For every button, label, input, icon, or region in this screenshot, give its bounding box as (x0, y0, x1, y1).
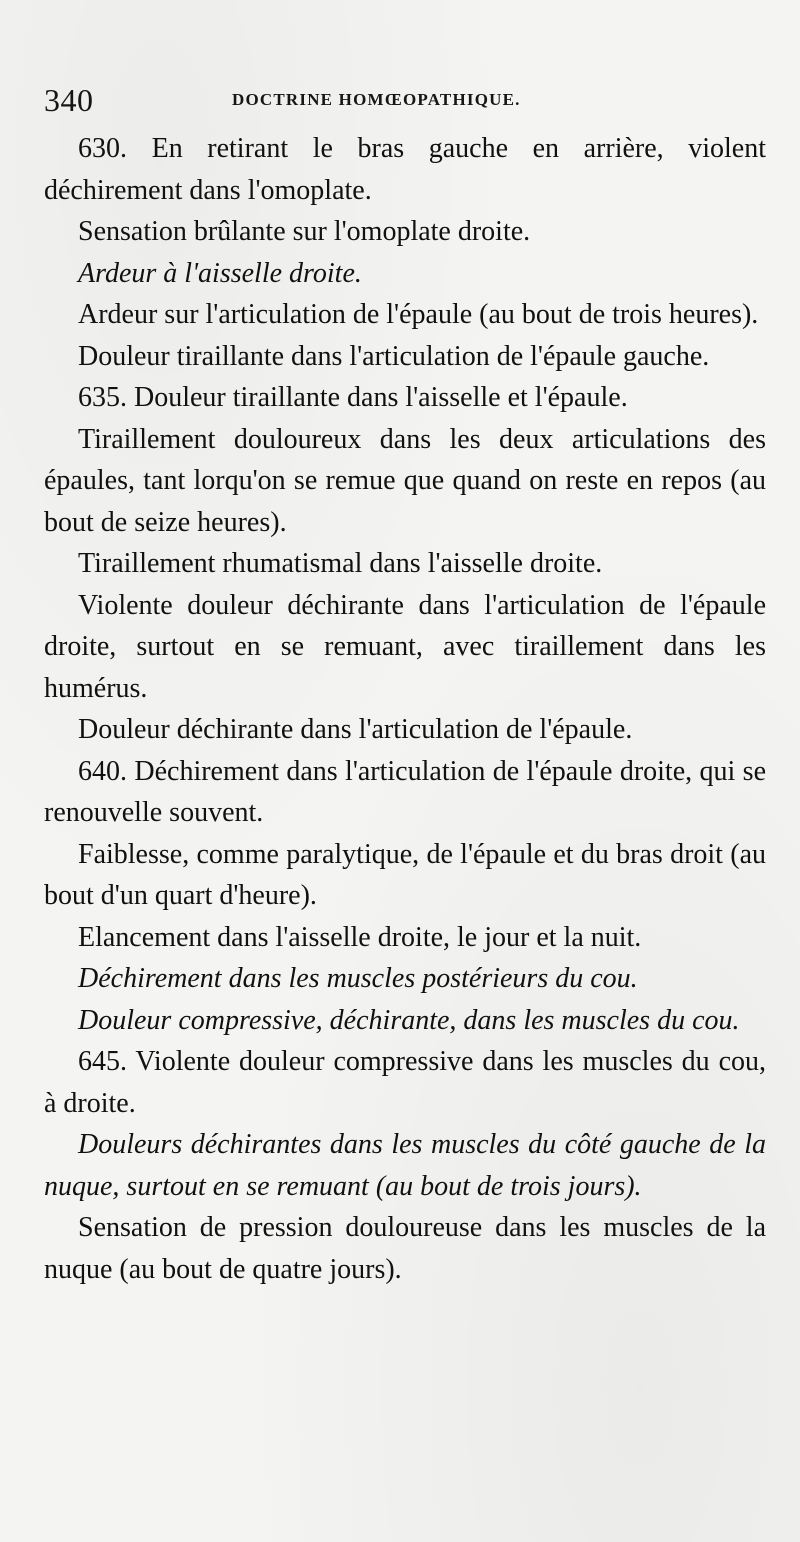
paragraph: Douleur compressive, déchirante, dans les muscles du cou. (78, 1004, 740, 1036)
paragraph-630: 630. En retirant le bras gauche en arrière, violent déchirement dans l'omoplate. (44, 133, 766, 206)
paragraph: Faiblesse, comme paralytique, de l'épaule et du bras droit (au bout d'un quart d'heure). (44, 838, 766, 911)
paragraph: Déchirement dans les muscles postérieurs du cou. (78, 963, 638, 994)
paragraph: Sensation de pression douloureuse dans les muscles de la nuque (au bout de quatre jours). (44, 1212, 766, 1285)
paragraph-640: 640. Déchirement dans l'articulation de l'épaule droite, qui se renouvelle souvent. (44, 755, 766, 828)
body-text (44, 128, 766, 1290)
paragraph: Tiraillement douloureux dans les deux articulations des épaules, tant lorqu'on se remue que quand on reste en repos (au bout de seize heures). (44, 423, 766, 538)
paragraph-635: 635. Douleur tiraillante dans l'aisselle et l'épaule. (78, 382, 628, 413)
paragraph: Douleur tiraillante dans l'articulation de l'épaule gauche. (78, 340, 710, 372)
paragraph: Violente douleur déchirante dans l'articulation de l'épaule droite, surtout en se remuant, avec tiraillement dans les humérus. (44, 589, 766, 704)
paragraph: Sensation brûlante sur l'omoplate droite. (78, 216, 531, 247)
paragraph: Ardeur à l'aisselle droite. (78, 257, 362, 289)
running-title: DOCTRINE HOMŒOPATHIQUE. (232, 90, 521, 109)
page-number: 340 (44, 82, 94, 118)
paragraph: Douleurs déchirantes dans les muscles du côté gauche de la nuque, surtout en se remuant (au bout de trois jours). (44, 1129, 766, 1202)
paragraph: Douleur déchirante dans l'articulation de l'épaule. (78, 714, 633, 745)
page-header (44, 82, 764, 122)
paragraph: Elancement dans l'aisselle droite, le jour et la nuit. (78, 921, 642, 953)
paragraph: Tiraillement rhumatismal dans l'aisselle droite. (78, 548, 603, 579)
paragraph-645: 645. Violente douleur compressive dans les muscles du cou, à droite. (44, 1046, 766, 1119)
paragraph: Ardeur sur l'articulation de l'épaule (au bout de trois heures). (78, 299, 759, 330)
